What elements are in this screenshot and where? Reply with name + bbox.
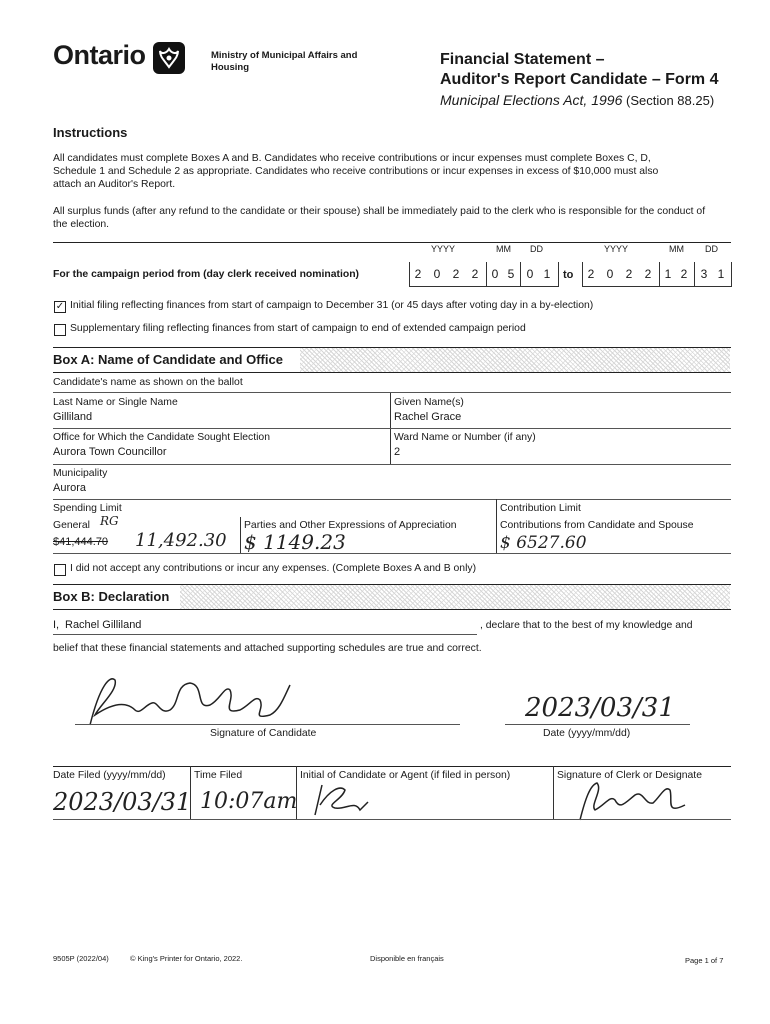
form-code: 9505P (2022/04) [53,954,109,963]
declarant-name[interactable]: Rachel Gilliland [65,619,142,631]
no-contributions-checkbox[interactable] [54,564,66,576]
from-digit: 0 [491,267,499,281]
clerk-signature [575,775,695,825]
signature-label: Signature of Candidate [210,728,317,739]
divider [53,372,731,373]
divider [53,499,731,500]
box-a-heading: Box A: Name of Candidate and Office [53,352,289,367]
last-name-label: Last Name or Single Name [53,397,178,408]
initial-filing-label: Initial filing reflecting finances from start of campaign to December 31 (or 45 days after voting day in a by-election) [70,300,594,311]
copyright: © King's Printer for Ontario, 2022. [130,954,243,963]
ward-value[interactable]: 2 [394,446,401,458]
to-digit: 2 [625,267,633,281]
contribution-limit-label: Contribution Limit [500,503,581,514]
to-digit: 2 [587,267,595,281]
declaration-i: I, [53,619,60,631]
general-handwritten-value[interactable]: 11,492.30 [135,530,227,551]
divider [190,766,191,819]
divider [53,392,731,393]
date-filed-label: Date Filed (yyyy/mm/dd) [53,770,166,781]
supplementary-filing-label: Supplementary filing reflecting finances from start of campaign to end of extended campaign period [70,323,526,334]
clerk-label: Signature of Clerk or Designate [557,770,702,781]
agent-initial-signature [310,780,380,820]
signature-line [75,724,460,725]
to-digit: 0 [606,267,614,281]
belief-text: belief that these financial statements and attached supporting schedules are true and correct. [53,643,482,654]
municipality-value[interactable]: Aurora [53,482,87,494]
ontario-logo-text: Ontario [53,40,146,70]
scan-noise [180,585,730,609]
parties-label: Parties and Other Expressions of Appreciation [244,520,457,531]
trillium-icon [153,42,185,74]
given-name-label: Given Name(s) [394,397,464,408]
divider [240,517,241,553]
declare-text: , declare that to the best of my knowledge and [480,620,693,631]
form-title-line1: Financial Statement – [440,51,605,68]
candidate-name-note: Candidate's name as shown on the ballot [53,377,243,388]
form-title-line2: Auditor's Report Candidate – Form 4 [440,71,719,88]
divider [53,242,731,243]
parties-value[interactable]: $ 1149.23 [244,530,346,554]
to-digit: 1 [664,267,672,281]
french-availability: Disponible en français [370,954,444,963]
date-filed-value[interactable]: 2023/03/31 [53,788,192,816]
instructions-para2: All surplus funds (after any refund to the candidate or their spouse) shall be immediately paid to the clerk who is responsible for the conduct of the election. [53,206,706,230]
time-filed-value[interactable]: 10:07am [200,789,298,814]
contributions-value[interactable]: $ 6527.60 [500,533,587,553]
declaration-date[interactable]: 2023/03/31 [525,693,675,723]
from-digit: 5 [507,267,515,281]
ward-label: Ward Name or Number (if any) [394,432,536,443]
initial-filing-checkbox[interactable]: ✓ [55,301,65,312]
page-number: Page 1 of 7 [685,956,724,965]
campaign-period-label: For the campaign period from (day clerk received nomination) [53,269,360,280]
col-dd-from: DD [530,244,543,254]
general-initials: RG [100,514,119,528]
from-digit: 2 [471,267,479,281]
divider [553,766,554,819]
date-sep [486,262,487,286]
col-yyyy-from: YYYY [431,244,456,254]
no-contributions-label: I did not accept any contributions or incur any expenses. (Complete Boxes A and B only) [70,563,477,574]
date-label: Date (yyyy/mm/dd) [543,728,631,739]
from-digit: 1 [543,267,551,281]
from-digit: 2 [452,267,460,281]
general-label: General [53,520,90,531]
supplementary-filing-checkbox[interactable] [54,324,66,336]
divider [53,464,731,465]
divider [53,553,731,554]
act-section: (Section 88.25) [625,93,715,108]
municipality-label: Municipality [53,468,108,479]
time-filed-label: Time Filed [194,770,243,781]
to-digit: 2 [644,267,652,281]
from-digit: 0 [526,267,534,281]
name-line [53,634,477,635]
date-sep [694,262,695,286]
divider [53,766,731,767]
date-sep [520,262,521,286]
divider [296,766,297,819]
spending-limit-label: Spending Limit [53,503,122,514]
col-dd-to: DD [705,244,718,254]
to-digit: 3 [700,267,708,281]
act-name: Municipal Elections Act, 1996 [440,92,623,108]
instructions-heading: Instructions [53,125,128,140]
box-b-heading: Box B: Declaration [53,589,175,604]
to-digit: 1 [717,267,725,281]
divider [53,819,731,820]
from-digit: 0 [433,267,441,281]
to-digit: 2 [680,267,688,281]
contributions-label: Contributions from Candidate and Spouse [500,520,694,531]
general-struck-value: $41,444.70 [53,536,109,548]
divider [53,428,731,429]
initial-label: Initial of Candidate or Agent (if filed in person) [300,770,511,781]
ministry-name: Ministry of Municipal Affairs and Housing [211,50,358,73]
scan-noise [300,348,730,372]
col-yyyy-to: YYYY [604,244,629,254]
date-sep [659,262,660,286]
given-name-value[interactable]: Rachel Grace [394,411,462,423]
to-label: to [563,269,574,281]
from-digit: 2 [414,267,422,281]
divider [390,393,391,465]
office-label: Office for Which the Candidate Sought Election [53,432,270,443]
divider [53,609,731,610]
col-mm-to: MM [669,244,684,254]
office-value[interactable]: Aurora Town Councillor [53,446,167,458]
col-mm-from: MM [496,244,511,254]
act-reference [440,92,714,108]
divider [496,499,497,553]
instructions-para1: All candidates must complete Boxes A and B. Candidates who receive contributions or incur expenses must complete Boxes C, D, Schedule 1 and Schedule 2 as appropriate. Candidates who receive contributions or incur expenses in excess of $10,000 must also attach an Auditor's Report. [53,153,659,190]
date-line [505,724,690,725]
divider [53,584,731,585]
last-name-value[interactable]: Gilliland [53,411,93,423]
divider [53,347,731,348]
